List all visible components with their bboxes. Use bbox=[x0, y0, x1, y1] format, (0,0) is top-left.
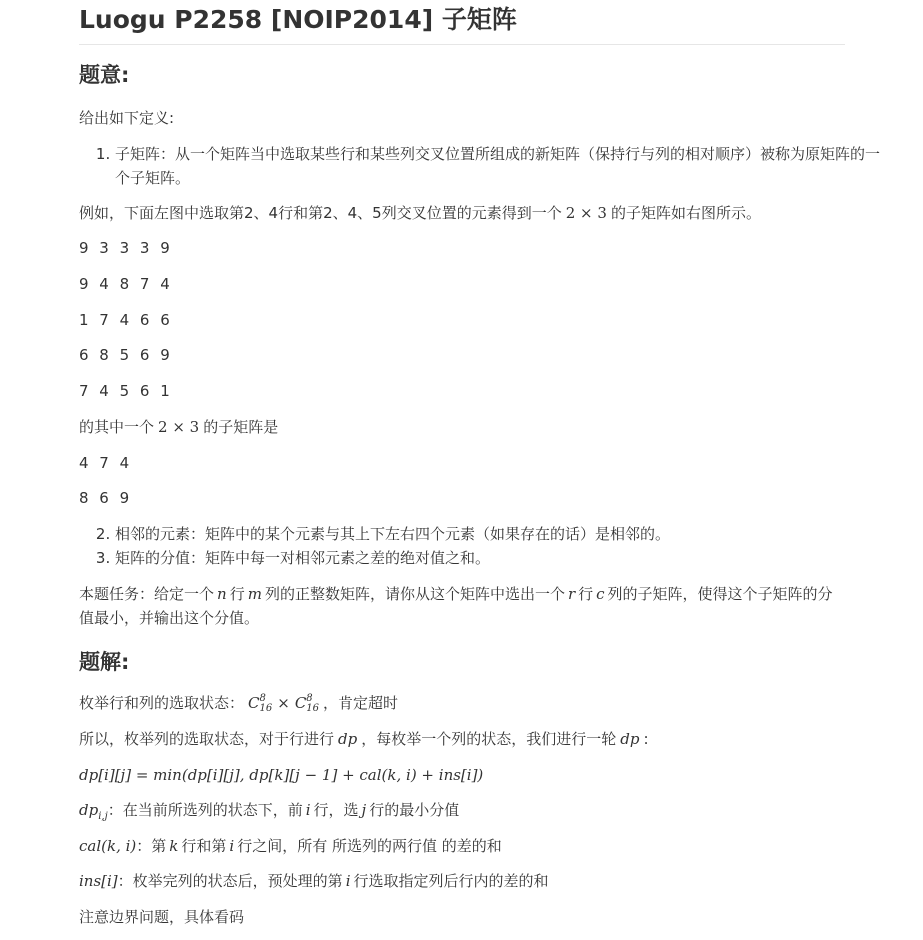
dp-description: $dp_{i,j}$：在当前所选列的状态下，前 i 行，选 j 行的最小分值 bbox=[79, 801, 460, 822]
submatrix-caption: 的其中一个 2 × 3 的子矩阵是 bbox=[79, 418, 279, 436]
matrix-row: 9 4 8 7 4 bbox=[79, 275, 173, 293]
page-title: Luogu P2258 [NOIP2014] 子矩阵 bbox=[79, 0, 845, 45]
combination-formula: C 8 16 × C 8 16 bbox=[248, 693, 320, 714]
intro-text: 给出如下定义: bbox=[79, 109, 175, 127]
definition-item: 3. 矩阵的分值：矩阵中每一对相邻元素之差的绝对值之和。 bbox=[115, 546, 881, 570]
section-heading-solution: 题解: bbox=[79, 650, 130, 674]
matrix-row: 9 3 3 3 9 bbox=[79, 239, 173, 257]
submatrix-row: 8 6 9 bbox=[79, 489, 133, 507]
cal-description: cal(k, i)：第 k 行和第 i 行之间，所有 所选列的两行值 的差的和 bbox=[79, 837, 502, 855]
example-text: 例如，下面左图中选取第2、4行和第2、4、5列交叉位置的元素得到一个 2 × 3 的子矩阵如右图所示。 bbox=[79, 204, 761, 222]
note-text: 注意边界问题，具体看码 bbox=[79, 908, 245, 926]
so-text: 所以，枚举列的选取状态，对于行进行 dp ，每枚举一个列的状态，我们进行一轮 dp : bbox=[79, 730, 649, 748]
submatrix-row: 4 7 4 bbox=[79, 454, 133, 472]
article bbox=[79, 0, 881, 926]
definition-item: 2. 相邻的元素：矩阵中的某个元素与其上下左右四个元素（如果存在的话）是相邻的。 bbox=[115, 522, 881, 546]
section-heading-problem: 题意: bbox=[79, 63, 130, 87]
definition-list-2 bbox=[79, 522, 881, 570]
enum-text: 枚举行和列的选取状态： C 8 16 × C 8 16 ，肯定超时 bbox=[79, 693, 399, 714]
task-text: 本题任务：给定一个 n 行 m 列的正整数矩阵，请你从这个矩阵中选出一个 r 行 c 列的子矩阵，使得这个子矩阵的分值最小，并输出这个分值。 bbox=[79, 585, 833, 627]
ins-description: ins[i]：枚举完列的状态后，预处理的第 i 行选取指定列后行内的差的和 bbox=[79, 872, 549, 890]
matrix-row: 7 4 5 6 1 bbox=[79, 382, 173, 400]
transition-formula: dp[i][j] = min(dp[i][j], dp[k][j − 1] + cal(k, i) + ins[i]) bbox=[79, 766, 484, 784]
definition-list-1 bbox=[79, 142, 881, 190]
matrix-row: 6 8 5 6 9 bbox=[79, 346, 173, 364]
definition-item: 1. 子矩阵：从一个矩阵当中选取某些行和某些列交叉位置所组成的新矩阵（保持行与列的相对顺序）被称为原矩阵的一个子矩阵。 bbox=[115, 142, 881, 190]
matrix-row: 1 7 4 6 6 bbox=[79, 311, 173, 329]
